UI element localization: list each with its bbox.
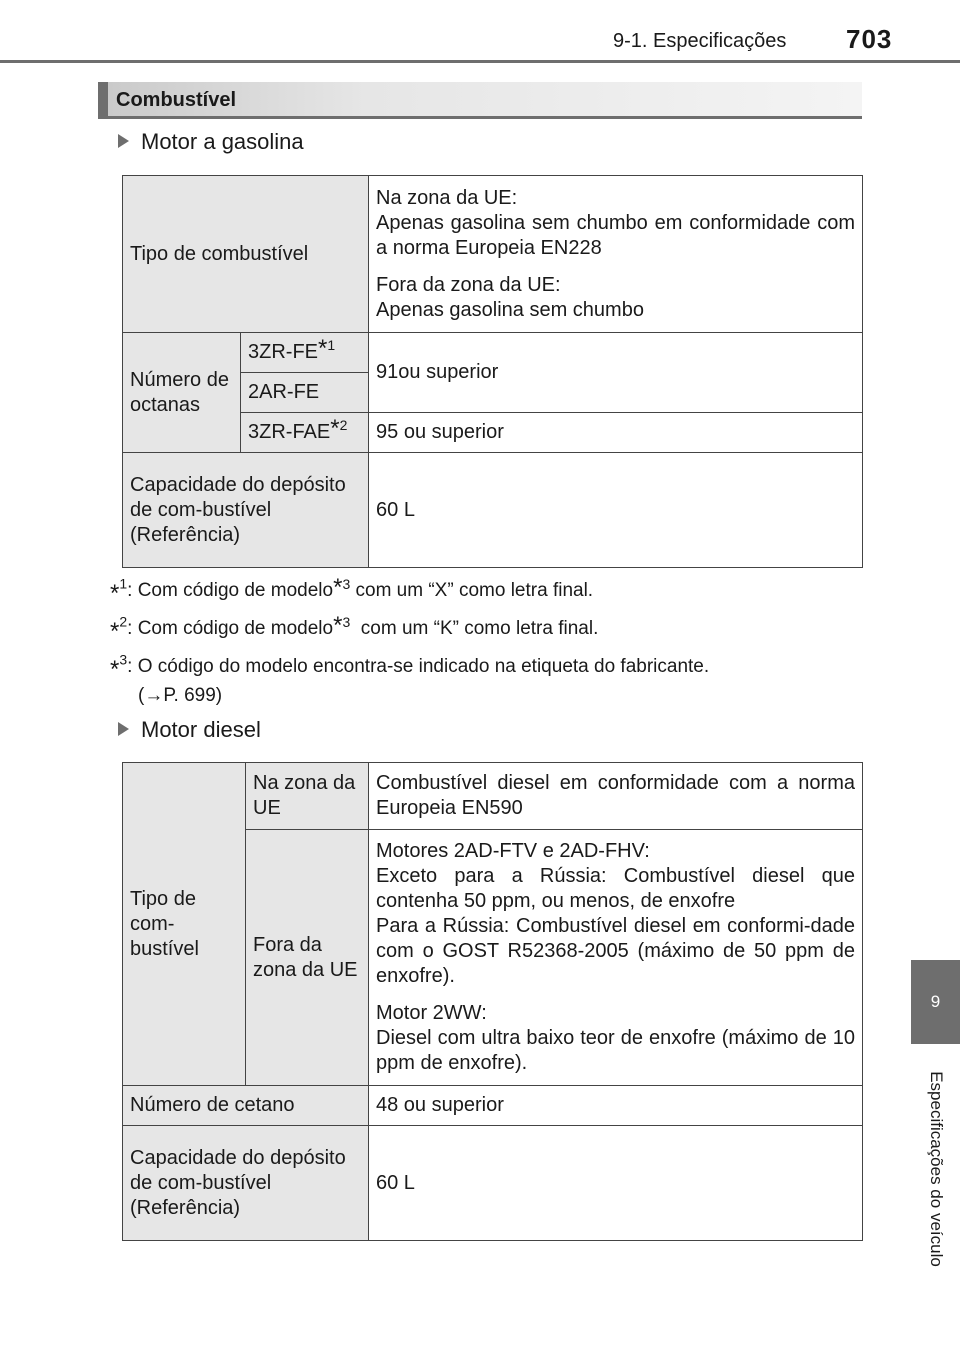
noneu-2ww-title: Motor 2WW: xyxy=(376,1002,487,1024)
diesel-tank-capacity-label: Capacidade do depósito de com-bustível (Referência) xyxy=(123,1126,369,1241)
footnote-star: * xyxy=(330,415,340,443)
diesel-fuel-type-label: Tipo de com-bustível xyxy=(123,763,246,1086)
footnote-number: 3 xyxy=(119,651,128,668)
fuel-type-eu-text: Apenas gasolina sem chumbo em conformidade com a norma Europeia EN228 xyxy=(376,211,856,259)
header-section-title: 9-1. Especificações xyxy=(613,30,787,52)
table-row xyxy=(123,1086,863,1126)
chapter-tab-label xyxy=(911,1044,960,1294)
footnote-text: : O código do modelo encontra-se indicado na etiqueta do fabricante. xyxy=(127,656,710,677)
tank-capacity-value: 60 L xyxy=(369,453,863,568)
chapter-tab-label-text: Especificações do veículo xyxy=(926,1071,946,1267)
noneu-2ww-text: Diesel com ultra baixo teor de enxofre (máximo de 10 ppm de enxofre). xyxy=(376,1027,855,1074)
footnote-star: * xyxy=(110,618,120,645)
diesel-heading xyxy=(118,717,261,743)
octane-label: Número de octanas xyxy=(123,333,241,453)
noneu-except-russia: Exceto para a Rússia: Combustível diesel que contenha 50 ppm, ou menos, de enxofre xyxy=(376,865,855,912)
engine-code: 3ZR-FAE xyxy=(248,421,331,443)
table-row xyxy=(123,1126,863,1241)
footnote-3 xyxy=(110,651,710,708)
section-title-bar xyxy=(98,82,862,119)
footnote-text: : Com código de modelo xyxy=(127,580,334,601)
footnote-ref: 3 xyxy=(342,613,351,630)
footnote-number: 1 xyxy=(119,575,128,592)
table-row xyxy=(123,453,863,568)
chapter-tab-number: 9 xyxy=(911,960,960,1044)
eu-zone-label: Na zona da UE xyxy=(246,763,369,830)
footnote-star: * xyxy=(110,656,120,683)
engine-3zr-fe xyxy=(241,333,369,373)
footnote-number: 2 xyxy=(119,613,128,630)
octane-value-2: 95 ou superior xyxy=(369,413,863,453)
eu-zone-value: Combustível diesel em conformidade com a norma Europeia EN590 xyxy=(369,763,863,830)
tank-capacity-label: Capacidade do depósito de com-bustível (Referência) xyxy=(123,453,369,568)
noneu-zone-label: Fora da zona da UE xyxy=(246,830,369,1086)
triangle-bullet-icon xyxy=(118,134,129,148)
footnote-page-ref[interactable]: (→P. 699) xyxy=(138,685,223,706)
page-number: 703 xyxy=(846,24,893,54)
diesel-heading-text: Motor diesel xyxy=(141,717,261,742)
engine-2ar-fe: 2AR-FE xyxy=(241,373,369,413)
table-row xyxy=(123,333,863,373)
cetane-value: 48 ou superior xyxy=(369,1086,863,1126)
footnote-2 xyxy=(110,611,599,645)
engine-code: 3ZR-FE xyxy=(248,341,318,363)
gasoline-spec-table xyxy=(122,175,863,568)
section-bar-accent xyxy=(98,82,108,116)
table-row xyxy=(123,763,863,830)
noneu-russia: Para a Rússia: Combustível diesel em conformi-dade com o GOST R52368-2005 (máximo de 50 ppm de enxofre). xyxy=(376,915,855,987)
octane-value-1: 91ou superior xyxy=(369,333,863,413)
fuel-type-eu-title: Na zona da UE: xyxy=(376,186,518,209)
footnote-star: * xyxy=(110,580,120,607)
footnote-1 xyxy=(110,573,594,607)
noneu-zone-value xyxy=(369,830,863,1086)
diesel-tank-capacity-value: 60 L xyxy=(369,1126,863,1241)
footnote-ref: 2 xyxy=(339,417,348,434)
footnote-text: : Com código de modelo xyxy=(127,618,334,639)
footnote-star: * xyxy=(333,611,343,639)
fuel-type-value xyxy=(369,176,863,333)
fuel-type-label: Tipo de combustível xyxy=(123,176,369,333)
footnote-ref: 1 xyxy=(327,337,336,354)
noneu-engines-title: Motores 2AD-FTV e 2AD-FHV: xyxy=(376,840,650,862)
header-rule xyxy=(0,60,960,63)
gasoline-heading xyxy=(118,129,304,155)
footnote-text: com um “X” como letra final. xyxy=(350,580,594,601)
footnote-star: * xyxy=(333,573,343,601)
gasoline-heading-text: Motor a gasolina xyxy=(141,129,304,154)
fuel-type-noneu-title: Fora da zona da UE: xyxy=(376,273,561,296)
table-row xyxy=(123,176,863,333)
diesel-spec-table xyxy=(122,762,863,1241)
engine-3zr-fae xyxy=(241,413,369,453)
fuel-type-noneu-text: Apenas gasolina sem chumbo xyxy=(376,298,644,321)
triangle-bullet-icon xyxy=(118,722,129,736)
footnote-text: com um “K” como letra final. xyxy=(350,618,599,639)
footnote-ref: 3 xyxy=(342,575,351,592)
section-title: Combustível xyxy=(116,89,237,111)
cetane-label: Número de cetano xyxy=(123,1086,369,1126)
footnote-star: * xyxy=(318,335,328,363)
